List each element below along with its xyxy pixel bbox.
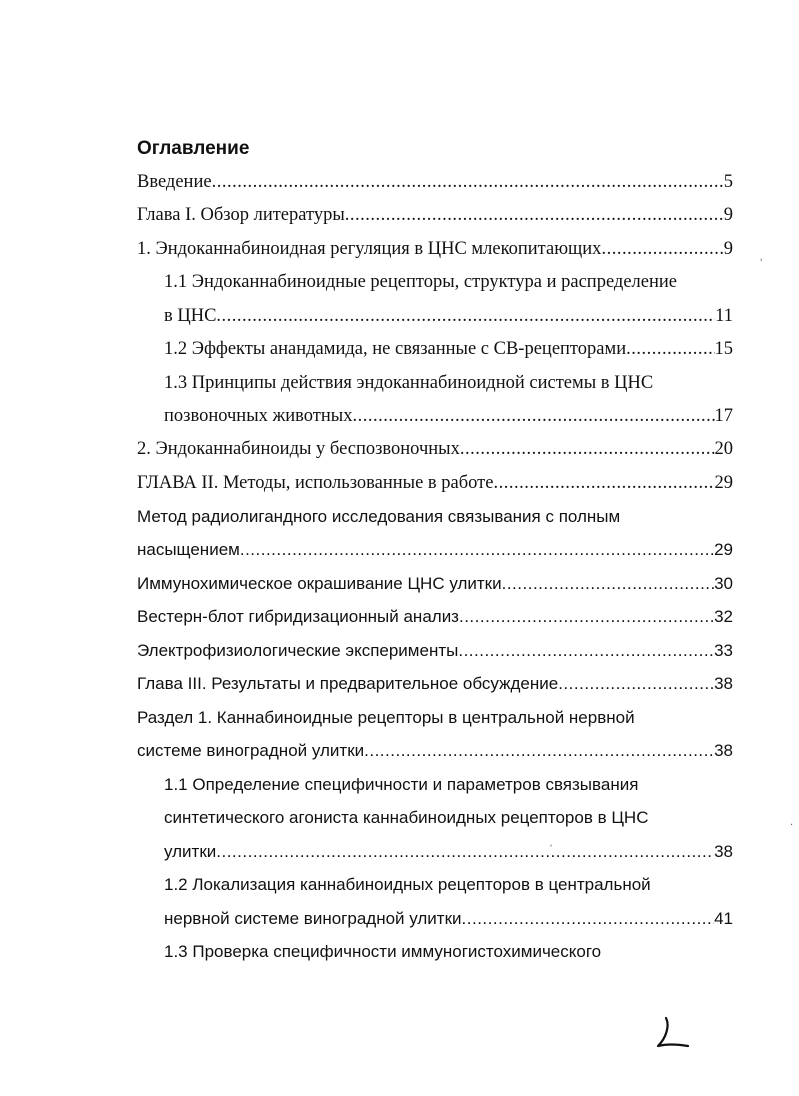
scan-speck: · [790, 820, 794, 831]
toc-page-number: 30 [714, 574, 733, 593]
toc-entry: Раздел 1. Каннабиноидные рецепторы в центральной нервной [137, 708, 635, 727]
leader-dots [493, 471, 714, 495]
toc-page-number: 17 [714, 406, 733, 426]
toc-entry: Вестерн-блот гибридизационный анализ ..... 32 [137, 605, 733, 629]
scan-speck: ˏ [548, 836, 553, 847]
toc-entry: 1.2 Эффекты анандамида, не связанные с CB-рецепторами ..... 15 [164, 337, 733, 361]
toc-page-number: 9 [723, 239, 733, 259]
leader-dots [216, 304, 715, 328]
toc-entry: насыщением ..... 29 [137, 538, 733, 562]
leader-dots [558, 672, 714, 696]
toc-entry: Электрофизиологические эксперименты ..... 33 [137, 639, 733, 663]
leader-dots [462, 907, 715, 931]
toc-page-number: 5 [723, 172, 733, 192]
toc-page-number: 38 [714, 842, 733, 861]
toc-entry: Глава III. Результаты и предварительное обсуждение ..... 38 [137, 672, 733, 696]
toc-page-number: 41 [714, 909, 733, 928]
leader-dots [240, 538, 714, 562]
leader-dots [364, 739, 714, 763]
toc-entry: 2. Эндоканнабиноиды у беспозвоночных ..... 20 [137, 437, 733, 461]
toc-page-number: 11 [715, 306, 733, 326]
leader-dots [345, 203, 724, 227]
toc-entry: Метод радиолигандного исследования связывания с полным [137, 507, 621, 526]
toc-entry: 1. Эндоканнабиноидная регуляция в ЦНС млекопитающих ..... 9 [137, 237, 733, 261]
toc-entry: в ЦНС ..... 11 [164, 304, 733, 328]
toc-entry: позвоночных животных ..... 17 [164, 404, 733, 428]
toc-entry: 1.1 Определение специфичности и параметров связывания [164, 775, 639, 794]
leader-dots [460, 437, 715, 461]
toc-page-number: 29 [714, 473, 733, 493]
leader-dots [502, 572, 714, 596]
toc-entry: 1.3 Принципы действия эндоканнабиноидной системы в ЦНС [164, 373, 654, 393]
toc-page-number: 29 [714, 540, 733, 559]
toc-page-number: 38 [714, 741, 733, 760]
toc-page-number: 33 [714, 641, 733, 660]
leader-dots [352, 404, 714, 428]
toc-entry: 1.3 Проверка специфичности иммуногистохимического [164, 942, 602, 961]
toc-page-number: 15 [714, 339, 733, 359]
toc-page-number: 9 [723, 205, 733, 225]
toc-entry: ГЛАВА II. Методы, использованные в работе ..... 29 [137, 471, 733, 495]
toc-page-number: 38 [714, 674, 733, 693]
toc-entry: 1.1 Эндоканнабиноидные рецепторы, структура и распределение [164, 272, 677, 292]
toc-entry: системе виноградной улитки ..... 38 [137, 739, 733, 763]
leader-dots [459, 605, 714, 629]
toc-entry: синтетического агониста каннабиноидных рецепторов в ЦНС [164, 808, 649, 827]
toc-entry: улитки ..... 38 [164, 840, 733, 864]
handwritten-page-number [652, 1012, 698, 1052]
leader-dots [458, 639, 714, 663]
toc-page-number: 32 [714, 607, 733, 626]
toc-entry: Иммунохимическое окрашивание ЦНС улитки ..... 30 [137, 572, 733, 596]
leader-dots [216, 840, 714, 864]
toc-entry: Глава I. Обзор литературы ..... 9 [137, 203, 733, 227]
toc-page-number: 20 [714, 439, 733, 459]
toc-entry: нервной системе виноградной улитки ..... 41 [164, 907, 733, 931]
toc-entry: 1.2 Локализация каннабиноидных рецепторов в центральной [164, 875, 651, 894]
leader-dots [626, 337, 714, 361]
leader-dots [601, 237, 723, 261]
toc-entry: Введение ..... 5 [137, 170, 733, 194]
toc-heading: Оглавление [137, 138, 250, 159]
scan-speck: ʾ [760, 258, 764, 269]
leader-dots [212, 170, 724, 194]
